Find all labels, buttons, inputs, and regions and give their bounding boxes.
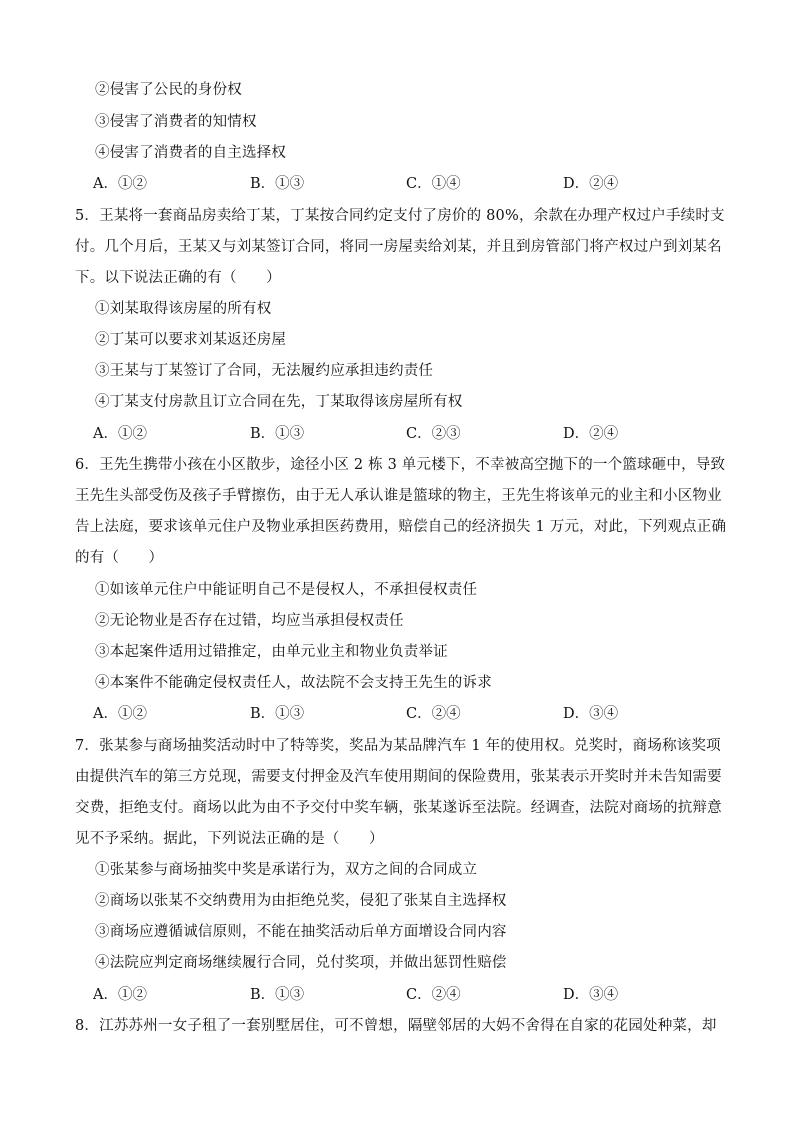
q4-option-2: ②侵害了公民的身份权 <box>95 82 242 98</box>
q6-choices <box>93 704 693 724</box>
q6-option-3: ③本起案件适用过错推定，由单元业主和物业负责举证 <box>95 644 448 660</box>
q7-option-3: ③商场应遵循诚信原则，不能在抽奖活动后单方面增设合同内容 <box>95 924 507 940</box>
q4-choice-b: B．①③ <box>250 176 305 192</box>
q6-stem-line-3: 告上法庭，要求该单元住户及物业承担医药费用，赔偿自己的经济损失 1 万元，对此，下列观点正确 <box>75 519 727 535</box>
q7-choices <box>93 985 693 1005</box>
q4-option-4: ④侵害了消费者的自主选择权 <box>95 145 287 161</box>
q4-choice-d: D．②④ <box>563 176 619 192</box>
q5-option-1: ①刘某取得该房屋的所有权 <box>95 301 272 317</box>
q6-stem-line-2: 王先生头部受伤及孩子手臂擦伤，由于无人承认谁是篮球的物主，王先生将该单元的业主和小区物业 <box>75 488 722 504</box>
q7-option-1: ①张某参与商场抽奖中奖是承诺行为，双方之间的合同成立 <box>95 862 478 878</box>
q6-stem-line-4: 的有（ ） <box>75 550 164 566</box>
q5-option-2: ②丁某可以要求刘某返还房屋 <box>95 332 287 348</box>
q4-option-3: ③侵害了消费者的知情权 <box>95 114 257 130</box>
q7-choice-d: D．③④ <box>563 987 619 1003</box>
q6-option-2: ②无论物业是否存在过错，均应当承担侵权责任 <box>95 613 404 629</box>
q6-option-1: ①如该单元住户中能证明自己不是侵权人，不承担侵权责任 <box>95 582 478 598</box>
q5-stem-line-3: 下。以下说法正确的有（ ） <box>75 270 281 286</box>
q6-option-4: ④本案件不能确定侵权责任人，故法院不会支持王先生的诉求 <box>95 675 492 691</box>
q7-option-2: ②商场以张某不交纳费用为由拒绝兑奖，侵犯了张某自主选择权 <box>95 893 507 909</box>
q5-choice-c: C．②③ <box>406 426 461 442</box>
q4-choice-a: A．①② <box>93 176 147 192</box>
q5-option-4: ④丁某支付房款且订立合同在先，丁某取得该房屋所有权 <box>95 394 463 410</box>
q7-choice-b: B．①③ <box>250 987 305 1003</box>
q7-choice-c: C．②④ <box>406 987 461 1003</box>
q6-choice-a: A．①② <box>93 706 147 722</box>
q5-choices <box>93 424 693 444</box>
q5-choice-b: B．①③ <box>250 426 305 442</box>
q4-choice-c: C．①④ <box>406 176 461 192</box>
q5-choice-a: A．①② <box>93 426 147 442</box>
q7-stem-line-4: 见不予采纳。据此，下列说法正确的是（ ） <box>75 831 384 847</box>
q5-stem-line-1: 5．王某将一套商品房卖给丁某，丁某按合同约定支付了房价的 80%，余款在办理产权过户手续时支 <box>75 208 725 224</box>
q5-choice-d: D．②④ <box>563 426 619 442</box>
q7-stem-line-3: 交费，拒绝支付。商场以此为由不予交付中奖车辆，张某遂诉至法院。经调查，法院对商场的抗辩意 <box>75 800 722 816</box>
q6-choice-d: D．③④ <box>563 706 619 722</box>
q6-choice-c: C．②④ <box>406 706 461 722</box>
q7-option-4: ④法院应判定商场继续履行合同，兑付奖项，并做出惩罚性赔偿 <box>95 955 507 971</box>
q6-choice-b: B．①③ <box>250 706 305 722</box>
q7-stem-line-2: 由提供汽车的第三方兑现，需要支付押金及汽车使用期间的保险费用，张某表示开奖时并未告知需要 <box>75 769 722 785</box>
q5-stem-line-2: 付。几个月后，王某又与刘某签订合同，将同一房屋卖给刘某，并且到房管部门将产权过户到刘某名 <box>75 239 722 255</box>
q5-option-3: ③王某与丁某签订了合同，无法履约应承担违约责任 <box>95 363 434 379</box>
q4-choices <box>93 174 693 194</box>
q8-stem-line-1: 8．江苏苏州一女子租了一套别墅居住，可不曾想，隔壁邻居的大妈不舍得在自家的花园处种菜，却 <box>75 1018 717 1034</box>
q7-choice-a: A．①② <box>93 987 147 1003</box>
q6-stem-line-1: 6．王先生携带小孩在小区散步，途径小区 2 栋 3 单元楼下，不幸被高空抛下的一个篮球砸中，导致 <box>75 457 726 473</box>
q7-stem-line-1: 7．张某参与商场抽奖活动时中了特等奖，奖品为某品牌汽车 1 年的使用权。兑奖时，商场称该奖项 <box>75 738 721 754</box>
